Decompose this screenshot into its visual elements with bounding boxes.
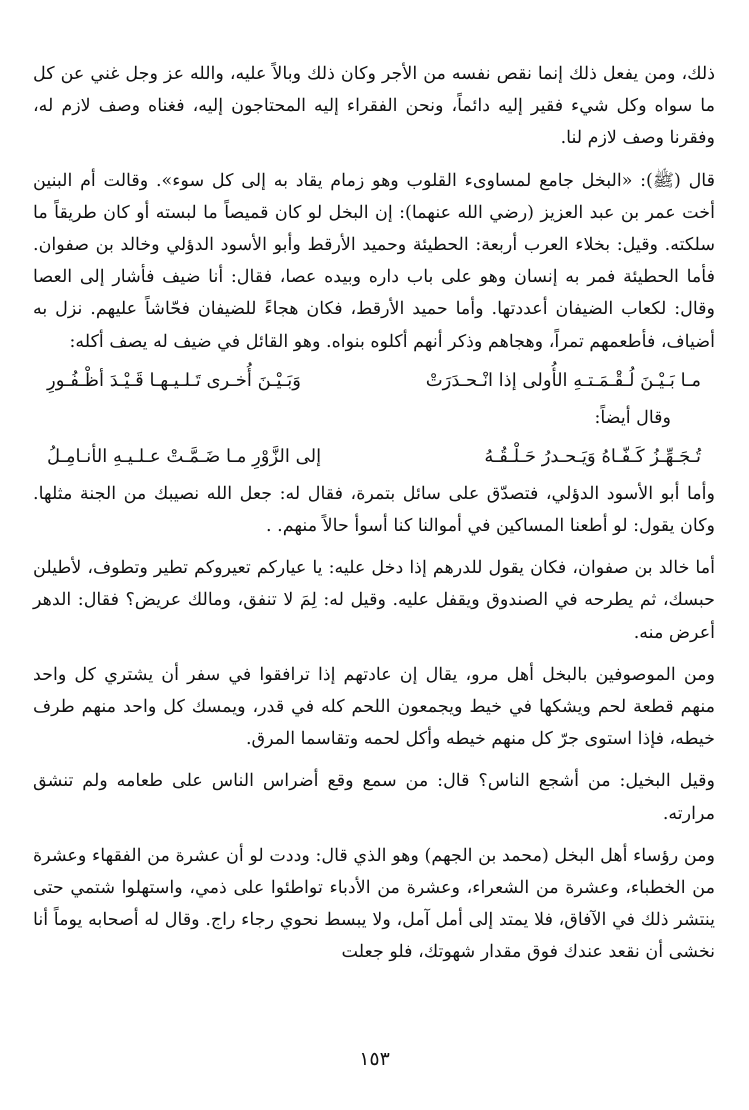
verse-2-first-hemistich: تُـجَـهِّـزُ كَـفّـاهُ وَيَـحـدرُ حَـلْـقُـهُ — [484, 445, 701, 467]
paragraph-bravest-of-people: وقيل البخيل: من أشجع الناس؟ قال: من سمع وقع أضراس الناس على طعامه ولم تنشق مرارته. — [33, 771, 715, 824]
paragraph-misers-of-arabs: قال (ﷺ): «البخل جامع لمساوىء القلوب وهو زمام يقاد به إلى كل سوء». وقالت أم البنين أخت عمر بن عبد العزيز (رضي الله عنهما): إن البخل لو كان قميصاً ما لبسته أو كان طريقاً ما سلكته. وقيل: بخلاء العرب أربعة: الحطيئة وحميد الأرقط وأبو الأسود الدؤلي وخالد بن صفوان. فأما الحطيئة فمر به إنسان وهو على باب داره وبيده عصا، فقال: أنا ضيف فأشار إلى العصا وقال: لكعاب الضيفان أعددتها. وأما حميد الأرقط، فكان هجاءً للضيفان فحّاشاً عليهم. نزل به أضياف، فأطعمهم تمراً، وهجاهم وذكر أنهم أكلوه بنواه. وهو القائل في ضيف له يصف أكله: — [33, 170, 715, 352]
page-number: ١٥٣ — [359, 1048, 390, 1070]
paragraph-people-of-marw: ومن الموصوفين بالبخل أهل مرو، يقال إن عادتهم إذا ترافقوا في سفر أن يشتري كل واحد منهم قطعة لحم ويشكها في خيط ويجمعون اللحم كله في قدر، ويمسك كل واحد منهم طرف خيطه، فإذا استوى جرّ كل منهم خيطه وأكل لحمه وتقاسما المرق. — [33, 664, 715, 750]
paragraph-giving: ذلك، ومن يفعل ذلك إنما نقص نفسه من الأجر وكان ذلك وبالاً عليه، والله عز وجل غني عن كل ما سواه وكل شيء فقير إليه دائماً، ونحن الفقراء إليه المحتاجون إليه، فغناه وصف لازم له، وفقرنا وصف لازم لنا. — [33, 64, 715, 149]
paragraph-muhammad-bin-al-jahm: ومن رؤساء أهل البخل (محمد بن الجهم) وهو الذي قال: وددت لو أن عشرة من الفقهاء وعشرة من الخطباء، وعشرة من الشعراء، وعشرة من الأدباء تواطئوا على ذمي، واستهلوا شتمي حتى ينتشر ذلك في الآفاق، فلا يمتد إلى أمل آمل، ولا يبسط نحوي رجاء راج. وقال له أصحابه يوماً أنا نخشى أن نقعد عندك فوق مقدار شهوتك، فلو جعلت — [33, 845, 715, 963]
paragraph-khalid-bin-safwan: أما خالد بن صفوان، فكان يقول للدرهم إذا دخل عليه: يا عياركم تعيروكم تطير وتطوف، لأطيلن حبسك، ثم يطرحه في الصندوق ويقفل عليه. وقيل له: لِمَ لا تنفق، ومالك عريض؟ فقال: الدهر أعرض منه. — [33, 558, 715, 643]
verse-intro: وقال أيضاً: — [594, 407, 671, 428]
verse-1-second-hemistich: وَبَـيْـنَ أُخـرى تَـلـيـهـا قَـيْـدَ أظْـفُـورِ — [47, 369, 301, 391]
verse-1-first-hemistich: مـا بَـيْـنَ لُـقْـمَـتـهِ الأُولى إذا انْـحـدَرَتْ — [425, 369, 701, 391]
verse-line-2 — [47, 440, 701, 474]
page-body — [33, 58, 715, 979]
paragraph-abu-al-aswad: وأما أبو الأسود الدؤلي، فتصدّق على سائل بتمرة، فقال له: جعل الله نصيبك من الجنة مثلها. وكان يقول: لو أطعنا المساكين في أموالنا كنا أسوأ حالاً منهم. . — [33, 483, 715, 537]
verse-2-second-hemistich: إلى الزَّوْرِ مـا ضَـمَّـتْ عـلـيـهِ الأنـامِـلُ — [47, 445, 322, 467]
verse-line-1 — [47, 364, 701, 398]
